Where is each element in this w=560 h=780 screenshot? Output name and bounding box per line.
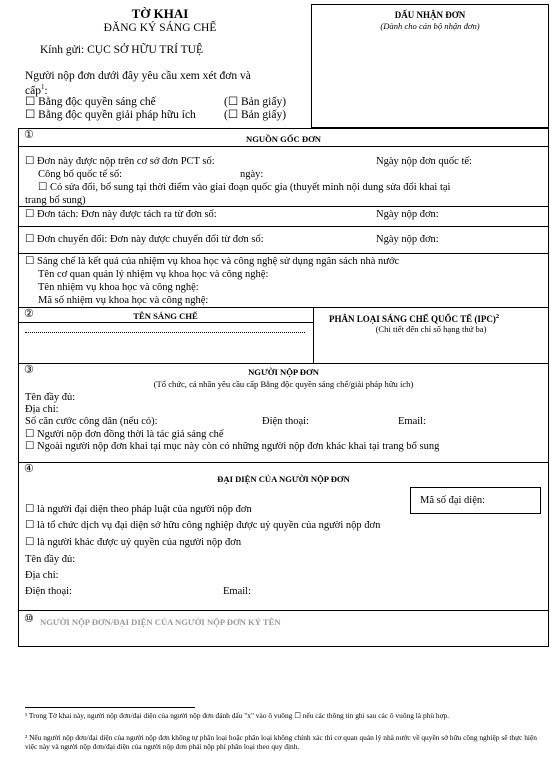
footnote-2: ² Nếu người nộp đơn/đại diện của người nộp đơn không tự phân loại hoặc phân loại không chính xác thì cơ quan quản lý nhà nước về quyền sở hữu công nghiệp sẽ thực hiện việc này và người nộp đơn/đại diện của người nộp đơn phải nộp phí phân loại theo quy định. — [25, 733, 537, 751]
section-3-number: ③ — [24, 364, 34, 376]
state-task-line[interactable]: ☐ Sáng chế là kết quả của nhiệm vụ khoa học và công nghệ sử dụng ngân sách nhà nước — [25, 256, 400, 267]
rep-address[interactable]: Địa chỉ: — [25, 570, 59, 581]
applicant-inventor-checkbox[interactable]: ☐ Người nộp đơn đồng thời là tác giả sáng chế — [25, 429, 224, 440]
invention-name-dots — [25, 324, 305, 333]
divider — [18, 307, 549, 308]
applicant-phone[interactable]: Điện thoại: — [262, 416, 309, 427]
section-10-title: NGƯỜI NỘP ĐƠN/ĐẠI DIỆN CỦA NGƯỜI NỘP ĐƠN KÝ TÊN — [40, 617, 281, 627]
ipc-note: (Chi tiết đến chỉ số hạng thứ ba) — [375, 324, 487, 334]
rep-name[interactable]: Tên đầy đủ: — [25, 554, 76, 565]
section-1-title: NGUỒN GỐC ĐƠN — [246, 134, 321, 144]
section-3-title: NGƯỜI NỘP ĐƠN — [248, 367, 319, 377]
applicant-email[interactable]: Email: — [398, 416, 426, 427]
rep-other-checkbox[interactable]: ☐ là người khác được uỷ quyền của người nộp đơn — [25, 537, 242, 548]
converted-line[interactable]: ☐ Đơn chuyển đổi: Đơn này được chuyển đổi từ đơn số: — [25, 234, 264, 245]
divider — [18, 253, 549, 254]
divider — [18, 462, 549, 463]
divider — [18, 226, 549, 227]
agency-line: Tên cơ quan quản lý nhiệm vụ khoa học và công nghệ: — [38, 269, 269, 280]
invention-name-field[interactable] — [25, 324, 305, 337]
task-code-line: Mã số nhiệm vụ khoa học và công nghệ: — [38, 295, 209, 306]
divider — [18, 363, 549, 364]
divider — [18, 146, 549, 147]
divider-vertical — [313, 307, 314, 363]
footnote-separator — [25, 707, 195, 708]
receipt-note: (Dành cho cán bộ nhận đơn) — [380, 21, 480, 31]
footnote-ref-2: 2 — [495, 313, 500, 320]
rep-code-label: Mã số đại diện: — [420, 495, 486, 506]
pct-line[interactable]: ☐ Đơn này được nộp trên cơ sở đơn PCT số: — [25, 156, 215, 167]
divider — [18, 322, 313, 323]
applicant-name[interactable]: Tên đầy đủ: — [25, 392, 76, 403]
option-utility-paper[interactable]: (☐ Bản giấy) — [224, 109, 287, 121]
divisional-date: Ngày nộp đơn: — [376, 209, 439, 220]
option-patent-paper[interactable]: (☐ Bản giấy) — [224, 96, 287, 108]
other-applicants-checkbox[interactable]: ☐ Ngoài người nộp đơn khai tại mục này còn có những người nộp đơn khác khai tại trang bổ sung — [25, 441, 440, 452]
section-1-number: ① — [24, 129, 34, 141]
rep-ip-agency-checkbox[interactable]: ☐ là tổ chức dịch vụ đại diện sở hữu công nghiệp được uỷ quyền của người nộp đơn — [25, 520, 381, 531]
rep-phone[interactable]: Điện thoại: — [25, 586, 72, 597]
divider — [18, 206, 549, 207]
footnote-ref-1: 1 — [40, 83, 45, 91]
form-subtitle: ĐĂNG KÝ SÁNG CHẾ — [103, 22, 217, 34]
divider — [18, 610, 549, 611]
footnote-1: ¹ Trong Tờ khai này, người nộp đơn/đại diện của người nộp đơn đánh dấu "x" vào ô vuông ☐ nếu các thông tin ghi sau các ô vuông là phù hợp. — [25, 711, 450, 720]
applicant-id[interactable]: Số căn cước công dân (nếu có): — [25, 416, 158, 427]
option-utility[interactable]: ☐ Bằng độc quyền giải pháp hữu ích — [25, 109, 196, 121]
pct-date: Ngày nộp đơn quốc tế: — [376, 156, 472, 167]
task-name-line: Tên nhiệm vụ khoa học và công nghệ: — [38, 282, 199, 293]
rep-legal-checkbox[interactable]: ☐ là người đại diện theo pháp luật của người nộp đơn — [25, 504, 252, 515]
option-patent[interactable]: ☐ Bằng độc quyền sáng chế — [25, 96, 156, 108]
receipt-title: DẤU NHẬN ĐƠN — [394, 10, 466, 20]
section-2-title: TÊN SÁNG CHẾ — [133, 311, 198, 321]
section-3-subtitle: (Tổ chức, cá nhân yêu cầu cấp Bằng độc quyền sáng chế/giải pháp hữu ích) — [153, 379, 414, 389]
section-4-number: ④ — [24, 463, 34, 475]
pub-date: ngày: — [240, 169, 264, 180]
rep-email[interactable]: Email: — [223, 586, 251, 597]
ipc-title: PHÂN LOẠI SÁNG CHẾ QUỐC TẾ (IPC)$^2$ — [329, 313, 500, 324]
applicant-address[interactable]: Địa chỉ: — [25, 404, 59, 415]
addressee: Kính gửi: CỤC SỞ HỮU TRÍ TUỆ — [40, 44, 203, 56]
divisional-line[interactable]: ☐ Đơn tách: Đơn này được tách ra từ đơn số: — [25, 209, 217, 220]
request-line-2: cấp$^1$: — [25, 83, 48, 97]
amend-line[interactable]: ☐ Có sửa đổi, bổ sung tại thời điểm vào giai đoạn quốc gia (thuyết minh nội dung sửa đổi khai tại — [38, 182, 451, 193]
converted-date: Ngày nộp đơn: — [376, 234, 439, 245]
section-4-title: ĐẠI DIỆN CỦA NGƯỜI NỘP ĐƠN — [217, 474, 350, 484]
pub-no: Công bố quốc tế số: — [38, 169, 122, 180]
amend-line-2: trang bổ sung) — [25, 195, 86, 206]
form-title: TỜ KHAI — [131, 6, 189, 21]
section-2-number: ② — [24, 308, 34, 320]
section-10-number: ⑩ — [24, 613, 34, 625]
request-line-1: Người nộp đơn dưới đây yêu cầu xem xét đơn và — [25, 70, 251, 82]
